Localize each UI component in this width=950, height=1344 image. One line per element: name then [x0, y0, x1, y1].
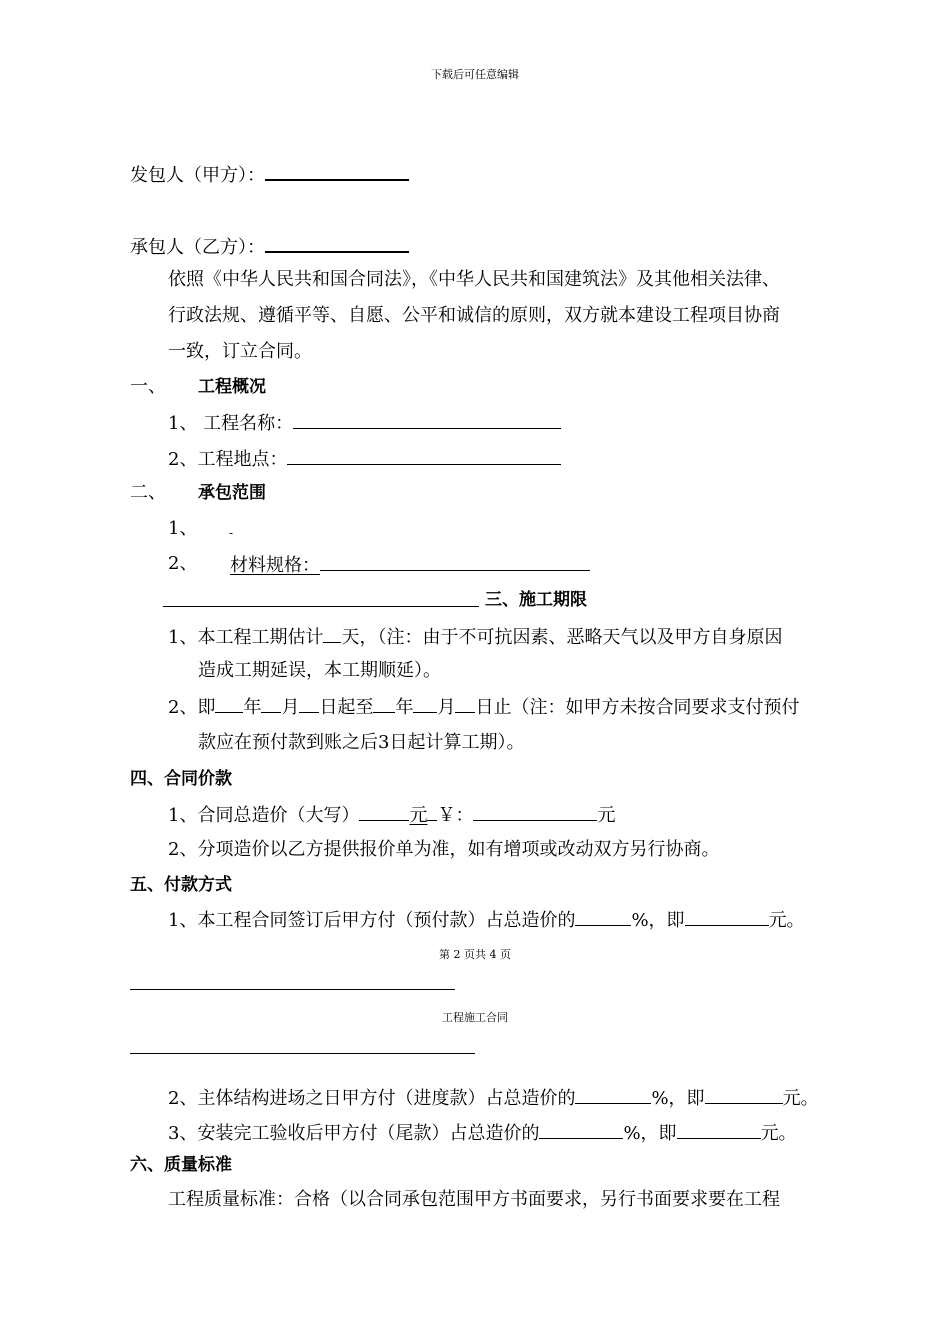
- progress-payment-percent-label: %，即: [651, 1088, 705, 1109]
- header-note: 下载后可任意编辑: [431, 68, 519, 81]
- final-payment-percent-blank[interactable]: [539, 1120, 623, 1139]
- end-day-text: 日止（注：如甲方未按合同要求支付预付: [475, 697, 800, 718]
- start-day-label: 日起至: [319, 697, 374, 718]
- preamble-line-1: 依照《中华人民共和国合同法》，《中华人民共和国建筑法》及其他相关法律、: [168, 269, 780, 290]
- prepayment-label: 1、本工程合同签订后甲方付（预付款）占总造价的: [168, 910, 576, 931]
- section-2-title: 承包范围: [198, 483, 266, 503]
- party-b-line: [130, 233, 409, 260]
- total-price-capital-blank[interactable]: [359, 802, 409, 821]
- end-year-blank[interactable]: [373, 694, 395, 713]
- scope-item-1-number: 1、: [168, 518, 198, 539]
- section-2-number: 二、: [130, 482, 166, 503]
- total-price-number-blank[interactable]: [473, 802, 597, 821]
- section-5-title: 五、付款方式: [130, 875, 232, 895]
- duration-line-1: [168, 624, 782, 650]
- scope-item-2-number: 2、: [168, 553, 198, 574]
- yuan-underline-tail: [427, 802, 437, 821]
- party-b-blank[interactable]: [265, 233, 409, 253]
- period-line-1: [168, 694, 799, 720]
- project-location-line: [168, 446, 561, 472]
- progress-payment-percent-blank[interactable]: [575, 1085, 651, 1104]
- final-payment-label: 3、安装完工验收后甲方付（尾款）占总造价的: [168, 1123, 540, 1144]
- section-1-number: 一、: [130, 376, 166, 397]
- project-location-blank[interactable]: [287, 446, 561, 465]
- section-6-title: 六、质量标准: [130, 1155, 232, 1175]
- prepayment-percent-label: %，即: [631, 910, 685, 931]
- duration-text-a: 1、本工程工期估计: [168, 627, 324, 648]
- start-year-label: 年: [243, 697, 262, 718]
- project-name-label: 1、 工程名称：: [168, 413, 294, 434]
- project-name-line: [168, 410, 561, 436]
- final-payment-yuan-label: 元。: [760, 1123, 797, 1144]
- party-b-label: 承包人（乙方）：: [130, 237, 265, 258]
- start-month-blank[interactable]: [261, 694, 281, 713]
- section-3-title: 三、施工期限: [485, 590, 587, 610]
- progress-payment-amount-blank[interactable]: [705, 1085, 783, 1104]
- project-location-label: 2、工程地点：: [168, 449, 288, 470]
- start-month-label: 月: [281, 697, 300, 718]
- material-spec-blank[interactable]: [320, 552, 590, 571]
- progress-payment-label: 2、主体结构进场之日甲方付（进度款）占总造价的: [168, 1088, 576, 1109]
- duration-line-2: 造成工期延误，本工期顺延）。: [198, 660, 441, 681]
- itemized-price-line: 2、分项造价以乙方提供报价单为准，如有增项或改动双方另行协商。: [168, 839, 720, 860]
- end-month-label: 月: [437, 697, 456, 718]
- duration-text-b: 天，（注：由于不可抗因素、恶略天气以及甲方自身原因: [341, 627, 783, 648]
- section-3-leading-rule: [163, 606, 479, 607]
- period-line-2: 款应在预付款到账之后3日起计算工期）。: [198, 732, 525, 753]
- final-payment-amount-blank[interactable]: [677, 1120, 761, 1139]
- section-4-title: 四、合同价款: [130, 769, 232, 789]
- total-price-label: 1、合同总造价（大写）: [168, 805, 360, 826]
- quality-standard-line: 工程质量标准：合格（以合同承包范围甲方书面要求，另行书面要求要在工程: [168, 1189, 780, 1210]
- duration-days-blank[interactable]: [323, 624, 341, 643]
- prepayment-line: [168, 907, 805, 933]
- next-page-header: 工程施工合同: [442, 1011, 508, 1024]
- scope-item-1-mark: -: [229, 526, 234, 540]
- party-a-blank[interactable]: [265, 161, 409, 181]
- period-prefix: 2、即: [168, 697, 216, 718]
- total-price-line: [168, 802, 615, 828]
- start-year-blank[interactable]: [215, 694, 243, 713]
- preamble-line-3: 一致，订立合同。: [168, 341, 312, 362]
- final-payment-percent-label: %，即: [623, 1123, 677, 1144]
- section-1-title: 工程概况: [198, 377, 266, 397]
- yuan-end-label: 元: [597, 805, 616, 826]
- yen-label: ￥：: [437, 805, 474, 826]
- party-a-label: 发包人（甲方）：: [130, 165, 265, 186]
- prepayment-amount-blank[interactable]: [685, 907, 769, 926]
- page-indicator: 第 2 页共 4 页: [439, 948, 511, 961]
- material-spec-line: [230, 552, 590, 578]
- final-payment-line: [168, 1120, 797, 1146]
- footer-rule: [130, 989, 455, 990]
- prepayment-yuan-label: 元。: [768, 910, 805, 931]
- progress-payment-yuan-label: 元。: [782, 1088, 819, 1109]
- start-day-blank[interactable]: [299, 694, 319, 713]
- next-page-header-rule: [130, 1053, 475, 1054]
- end-day-blank[interactable]: [455, 694, 475, 713]
- preamble-line-2: 行政法规、遵循平等、自愿、公平和诚信的原则，双方就本建设工程项目协商: [168, 305, 780, 326]
- yuan-label: 元: [409, 805, 428, 826]
- material-spec-label: 材料规格：: [230, 555, 320, 576]
- end-month-blank[interactable]: [413, 694, 437, 713]
- progress-payment-line: [168, 1085, 819, 1111]
- party-a-line: [130, 161, 409, 188]
- project-name-blank[interactable]: [293, 410, 561, 429]
- prepayment-percent-blank[interactable]: [575, 907, 631, 926]
- end-year-label: 年: [395, 697, 414, 718]
